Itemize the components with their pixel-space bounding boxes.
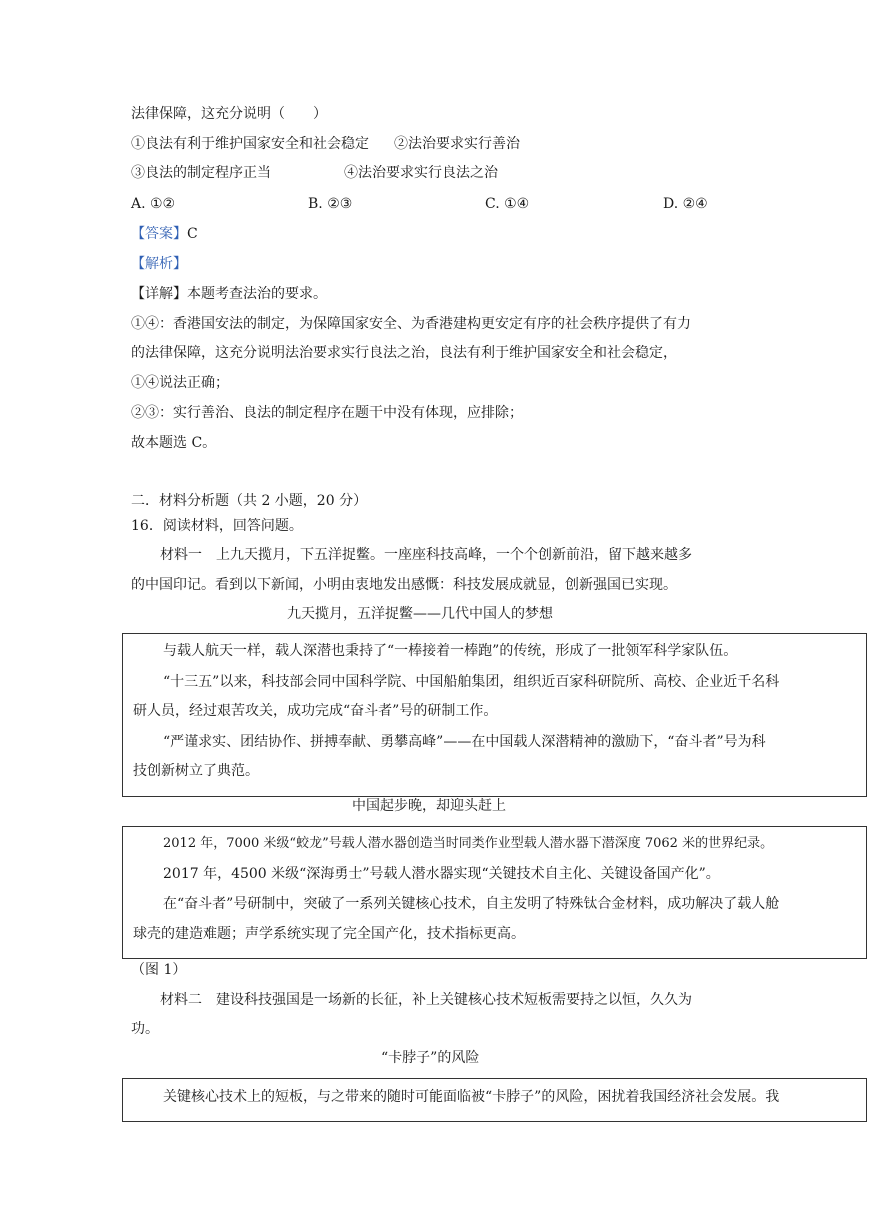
box-2-line: 2012 年，7000 米级“蛟龙”号载人潜水器创造当时同类作业型载人潜水器下潜深度 7062 米的世界纪录。 xyxy=(163,836,774,851)
analysis-line: 故本题选 C。 xyxy=(131,435,217,451)
box-1-line: 技创新树立了典范。 xyxy=(133,763,259,779)
answer-value: C xyxy=(187,226,198,242)
analysis-line: 的法律保障，这充分说明法治要求实行良法之治，良法有利于维护国家安全和社会稳定， xyxy=(131,345,677,361)
answer-tag: 【答案】 xyxy=(131,226,187,242)
box-1-line: 与载人航天一样，载人深潜也秉持了“一棒接着一棒跑”的传统，形成了一批领军科学家队伍。 xyxy=(163,643,738,659)
statement-2: ②法治要求实行善治 xyxy=(394,136,520,152)
question-stem-tail: 法律保障，这充分说明（ ） xyxy=(131,106,327,122)
statement-1: ①良法有利于维护国家安全和社会稳定 xyxy=(131,136,369,152)
option-c: C. ①④ xyxy=(485,196,530,212)
box-1-line: 研人员，经过艰苦攻关，成功完成“奋斗者”号的研制工作。 xyxy=(133,703,498,719)
analysis-line: 【详解】本题考查法治的要求。 xyxy=(131,286,327,302)
material-box-3 xyxy=(122,1078,867,1122)
box-2-line: 球壳的建造难题；声学系统实现了完全国产化，技术指标更高。 xyxy=(133,926,525,942)
material-1-line: 的中国印记。看到以下新闻，小明由衷地发出感慨：科技发展成就显，创新强国已实现。 xyxy=(131,577,677,593)
box-2-line: 2017 年，4500 米级“深海勇士”号载人潜水器实现“关键技术自主化、关键设备国产化”。 xyxy=(163,866,720,882)
option-b: B. ②③ xyxy=(308,196,353,212)
figure-caption: （图 1） xyxy=(131,962,187,978)
box-1-title: 九天揽月，五洋捉鳖——几代中国人的梦想 xyxy=(287,606,553,622)
material-box-2 xyxy=(122,826,867,959)
answer-line xyxy=(131,224,198,244)
material-2-line: 功。 xyxy=(131,1021,159,1037)
material-2-line: 材料二 建设科技强国是一场新的长征，补上关键核心技术短板需要持之以恒，久久为 xyxy=(160,992,692,1008)
section-title: 二．材料分析题（共 2 小题，20 分） xyxy=(131,493,368,509)
statement-3: ③良法的制定程序正当 xyxy=(131,165,271,181)
option-d: D. ②④ xyxy=(663,196,708,212)
analysis-line: ①④：香港国安法的制定，为保障国家安全、为香港建构更安定有序的社会秩序提供了有力 xyxy=(131,316,691,332)
question-16: 16．阅读材料，回答问题。 xyxy=(131,518,303,534)
box-3-title: “卡脖子”的风险 xyxy=(381,1050,480,1066)
box-2-line: 在“奋斗者”号研制中，突破了一系列关键核心技术，自主发明了特殊钛合金材料，成功解决了载人舱 xyxy=(163,896,780,912)
material-1-line: 材料一 上九天揽月，下五洋捉鳖。一座座科技高峰，一个个创新前沿，留下越来越多 xyxy=(160,547,692,563)
box-2-title: 中国起步晚，却迎头赶上 xyxy=(352,798,506,814)
analysis-line: ①④说法正确； xyxy=(131,375,229,391)
analysis-tag: 【解析】 xyxy=(131,256,187,272)
box-1-line: “严谨求实、团结协作、拼搏奉献、勇攀高峰”——在中国载人深潜精神的激励下，“奋斗者”号为科 xyxy=(163,734,766,750)
analysis-line: ②③：实行善治、良法的制定程序在题干中没有体现，应排除； xyxy=(131,405,523,421)
option-a: A. ①② xyxy=(131,196,176,212)
box-1-line: “十三五”以来，科技部会同中国科学院、中国船舶集团，组织近百家科研院所、高校、企业近千名科 xyxy=(163,674,780,690)
statement-4: ④法治要求实行良法之治 xyxy=(344,165,498,181)
material-box-1 xyxy=(122,633,867,797)
box-3-line: 关键核心技术上的短板，与之带来的随时可能面临被“卡脖子”的风险，困扰着我国经济社会发展。我 xyxy=(163,1089,780,1105)
